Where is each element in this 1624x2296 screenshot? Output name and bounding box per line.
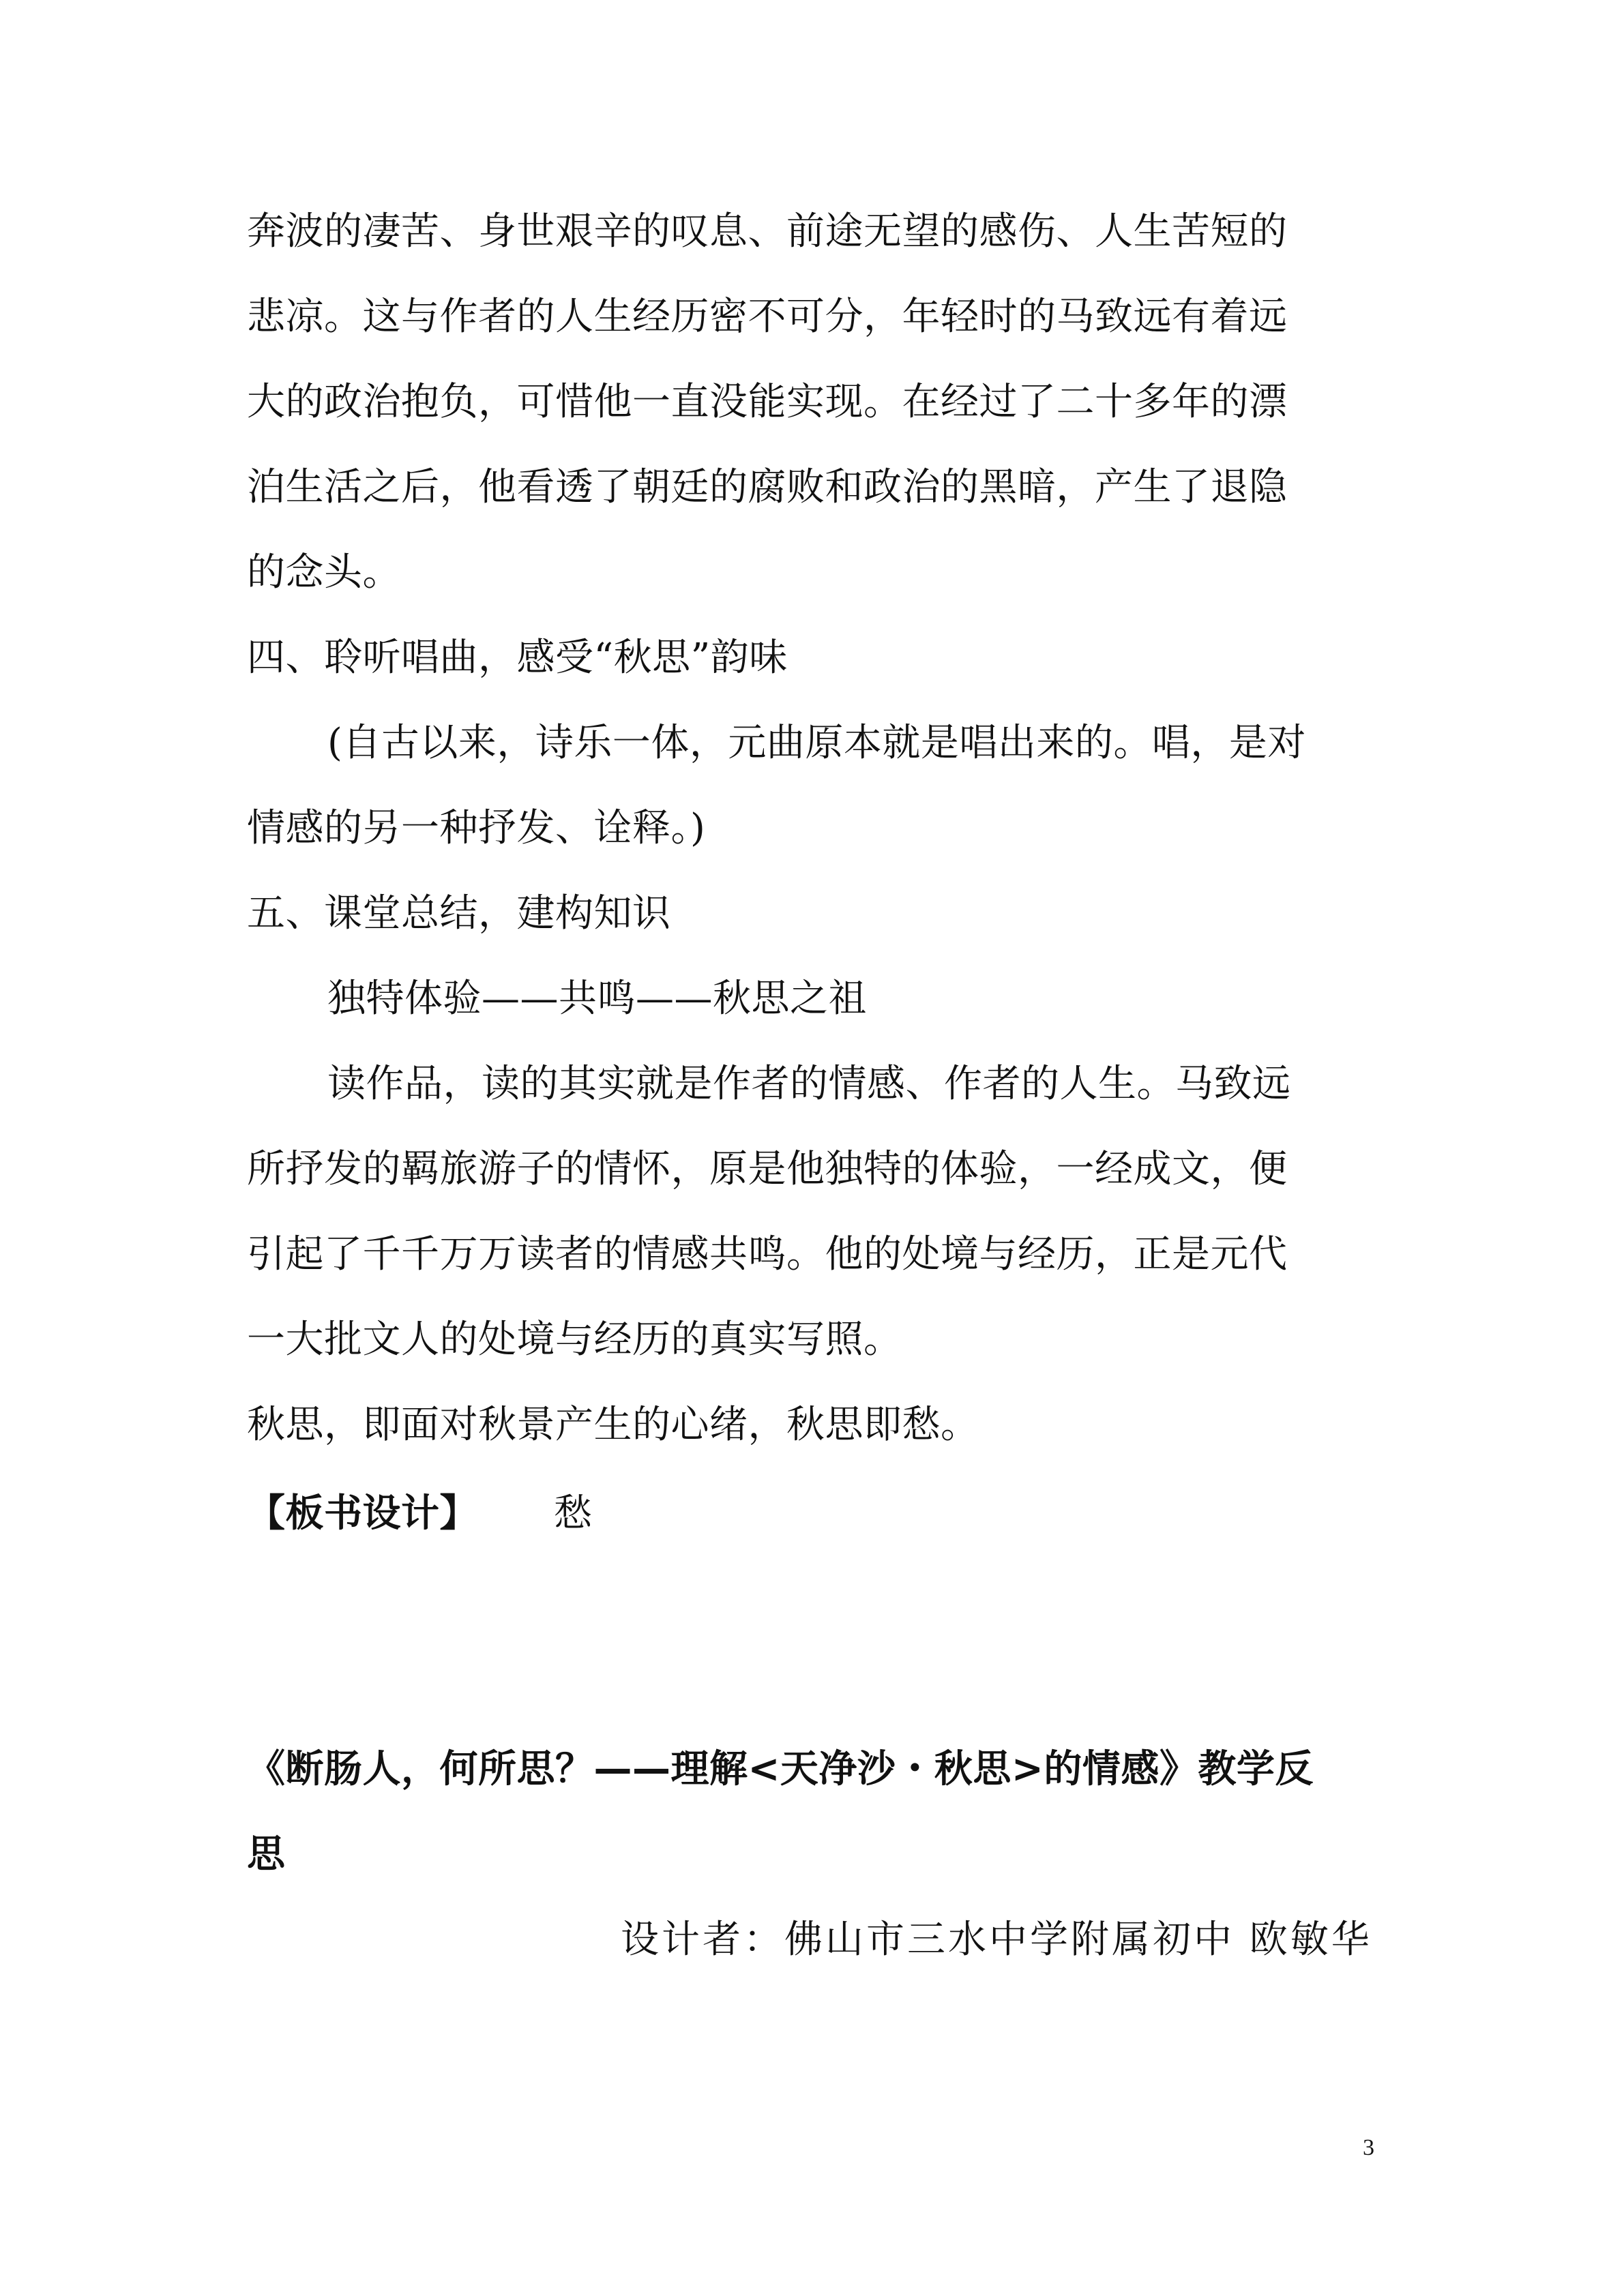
body-line-7: (自古以来，诗乐一体，元曲原本就是唱出来的。唱，是对 <box>327 721 1306 765</box>
section-heading-4: 四、聆听唱曲，感受“秋思”韵味 <box>247 636 788 680</box>
body-line-12: 所抒发的羁旅游子的情怀，原是他独特的体验，一经成文，便 <box>247 1147 1288 1191</box>
body-line-1: 奔波的凄苦、身世艰辛的叹息、前途无望的感伤、人生苦短的 <box>247 209 1288 254</box>
body-line-11: 读作品，读的其实就是作者的情感、作者的人生。马致远 <box>327 1062 1291 1106</box>
body-line-15: 秋思，即面对秋景产生的心绪，秋思即愁。 <box>247 1403 979 1447</box>
reflection-title-line-1: 《断肠人，何所思？——理解<天净沙・秋思>的情感》教学反 <box>247 1747 1314 1791</box>
board-design-label: 【板书设计】 <box>247 1491 478 1536</box>
page-number: 3 <box>1363 2135 1374 2160</box>
section-heading-5: 五、课堂总结，建构知识 <box>247 891 671 936</box>
body-line-14: 一大批文人的处境与经历的真实写照。 <box>247 1317 902 1362</box>
body-line-2: 悲凉。这与作者的人生经历密不可分，年轻时的马致远有着远 <box>247 295 1288 339</box>
body-line-13: 引起了千千万万读者的情感共鸣。他的处境与经历，正是元代 <box>247 1232 1288 1277</box>
body-line-8: 情感的另一种抒发、诠释。) <box>247 806 706 850</box>
reflection-title-line-2: 思 <box>247 1832 286 1877</box>
body-line-10: 独特体验——共鸣——秋思之祖 <box>327 976 867 1021</box>
body-line-5: 的念头。 <box>247 550 401 595</box>
board-design-content: 愁 <box>554 1491 593 1536</box>
designer-credit: 设计者：佛山市三水中学附属初中 欧敏华 <box>621 1918 1372 1962</box>
body-line-3: 大的政治抱负，可惜他一直没能实现。在经过了二十多年的漂 <box>247 380 1288 424</box>
body-line-4: 泊生活之后，他看透了朝廷的腐败和政治的黑暗，产生了退隐 <box>247 465 1288 509</box>
